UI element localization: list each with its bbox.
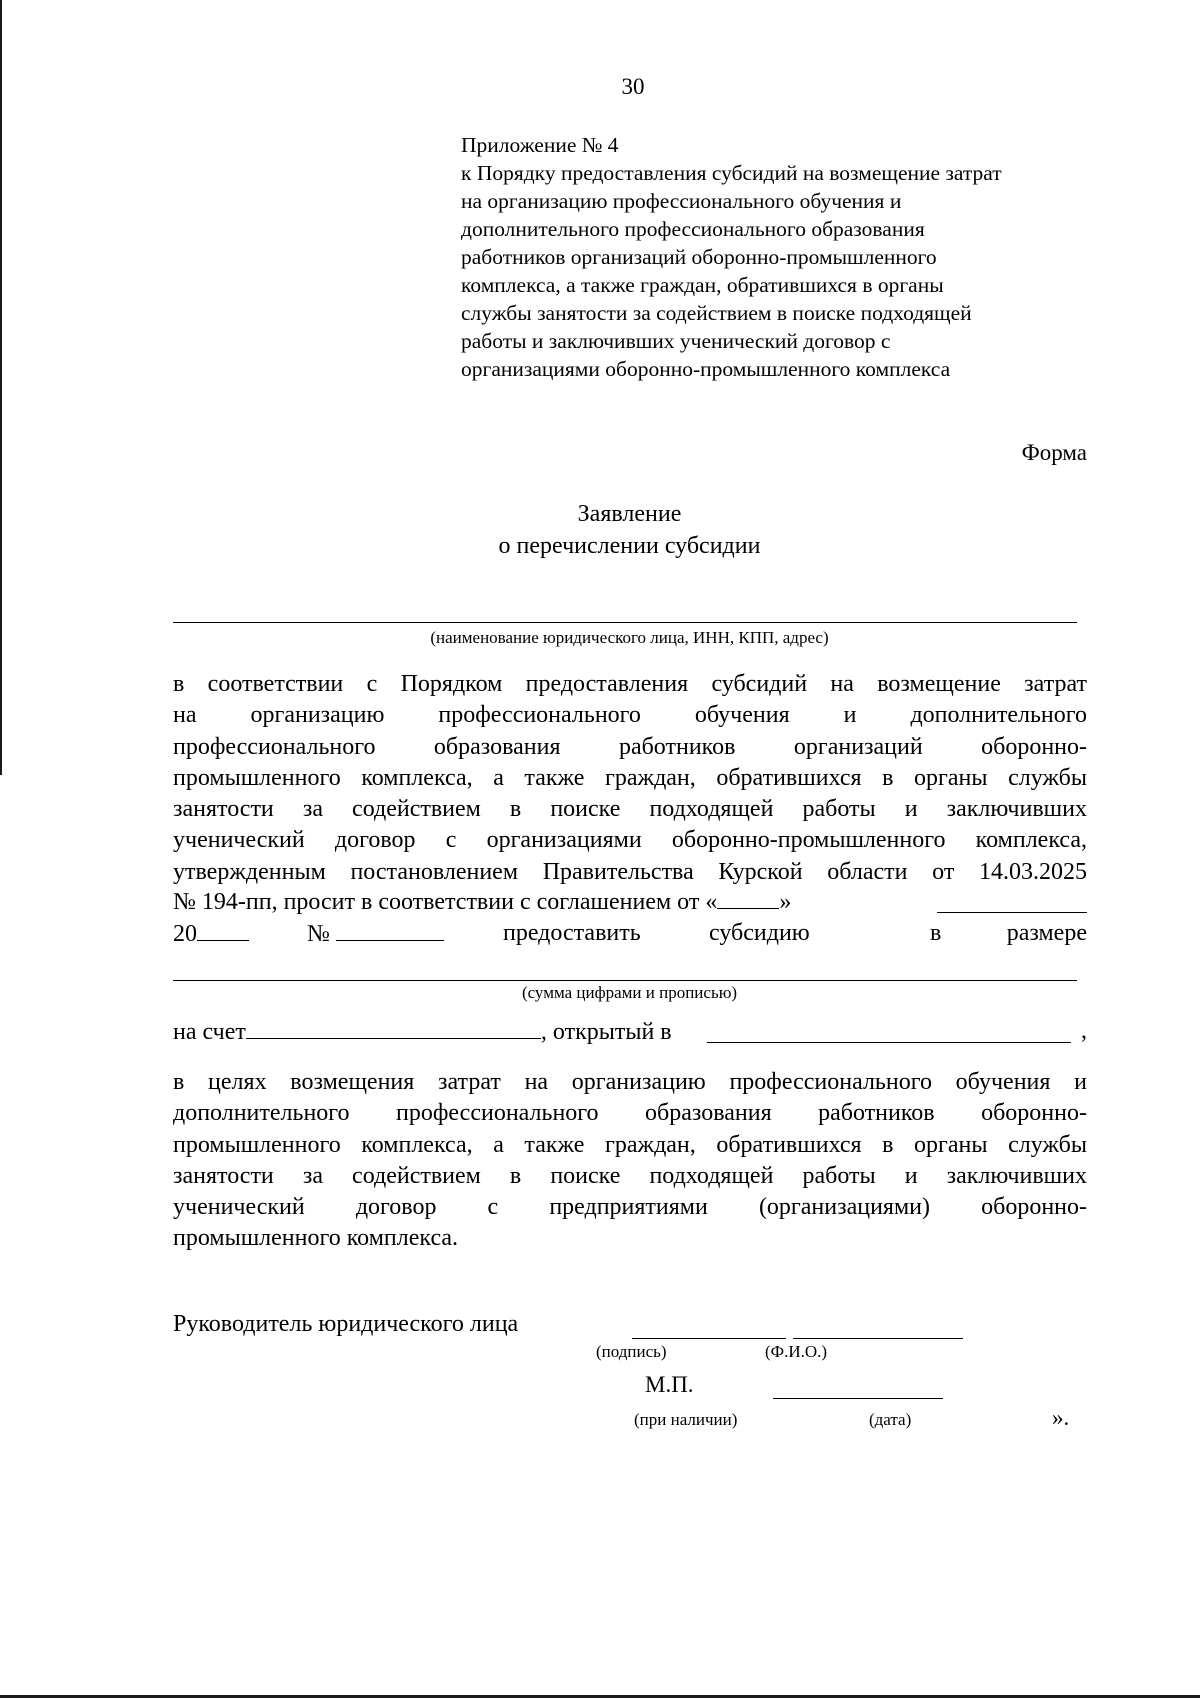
- word-in: в: [930, 920, 942, 946]
- account-opened-label: , открытый в: [540, 1019, 672, 1045]
- amount-fill-line[interactable]: [173, 980, 1077, 981]
- paragraph-line: промышленного комплекса, а также граждан, обратившихся в органы службы: [173, 764, 1087, 791]
- seal-caption: (при наличии): [634, 1410, 738, 1429]
- scan-edge-bottom: [0, 1695, 1200, 1698]
- word-provide: предоставить: [503, 920, 641, 946]
- account-label: на счет: [173, 1019, 246, 1045]
- account-line: [173, 1018, 1087, 1046]
- paragraph-line: утвержденным постановлением Правительства Курской области от 14.03.2025: [173, 858, 1087, 885]
- paragraph-line: дополнительного профессионального образования работников оборонно-: [173, 1100, 1087, 1127]
- appendix-line: службы занятости за содействием в поиске подходящей: [461, 301, 972, 325]
- agreement-day-field[interactable]: [717, 888, 779, 909]
- paragraph-line: на организацию профессионального обучения и дополнительного: [173, 702, 1087, 729]
- entity-fill-line[interactable]: [173, 622, 1077, 623]
- paragraph-1: [173, 669, 1087, 888]
- appendix-line: дополнительного профессионального образования: [461, 217, 925, 241]
- paragraph-line: профессионального образования работников организаций оборонно-: [173, 733, 1087, 760]
- date-field[interactable]: [773, 1398, 943, 1399]
- signature-caption: (подпись): [596, 1342, 667, 1361]
- paragraph-2: [173, 1067, 1087, 1255]
- closing-quote: ».: [1052, 1405, 1070, 1430]
- scan-edge-left: [0, 0, 2, 775]
- document-title: [173, 498, 1086, 562]
- appendix-line: комплекса, а также граждан, обратившихся в органы: [461, 273, 944, 297]
- paragraph-line: ученический договор с предприятиями (организациями) оборонно-: [173, 1194, 1087, 1221]
- entity-caption: (наименование юридического лица, ИНН, КПП, адрес): [430, 628, 829, 647]
- account-number-field[interactable]: [246, 1018, 541, 1039]
- paragraph-line: ученический договор с организациями оборонно-промышленного комплекса,: [173, 827, 1087, 854]
- appendix-line: работы и заключивших ученический договор с: [461, 329, 891, 353]
- word-subsidy: субсидию: [709, 920, 810, 946]
- date-caption: (дата): [869, 1410, 912, 1429]
- page-number: 30: [621, 74, 645, 99]
- account-line-comma: ,: [1081, 1018, 1087, 1044]
- agreement-quote-close: »: [779, 889, 792, 915]
- seal-label: М.П.: [645, 1372, 694, 1397]
- form-label: Форма: [1021, 440, 1087, 465]
- paragraph-line: промышленного комплекса.: [173, 1225, 459, 1252]
- word-amount: размере: [1006, 920, 1087, 946]
- agreement-number-field[interactable]: [336, 920, 444, 941]
- appendix-line: на организацию профессионального обучения и: [461, 189, 902, 213]
- year-field[interactable]: [197, 920, 249, 941]
- appendix-header: [461, 131, 1101, 383]
- agreement-date-line: [173, 888, 1087, 916]
- appendix-line: к Порядку предоставления субсидий на возмещение затрат: [461, 161, 1002, 185]
- appendix-line: организациями оборонно-промышленного комплекса: [461, 357, 951, 381]
- number-sign: №: [307, 921, 330, 947]
- bank-name-field[interactable]: [707, 1022, 1071, 1043]
- paragraph-line: промышленного комплекса, а также граждан, обратившихся в органы службы: [173, 1131, 1087, 1158]
- full-name-field[interactable]: [793, 1338, 963, 1339]
- agreement-text: № 194-пп, просит в соответствии с соглашением от «: [173, 889, 718, 915]
- full-name-caption: (Ф.И.О.): [765, 1342, 828, 1361]
- subsidy-request-line: [173, 920, 1087, 952]
- paragraph-line: в целях возмещения затрат на организацию профессионального обучения и: [173, 1069, 1087, 1095]
- paragraph-line: занятости за содействием в поиске подходящей работы и заключивших: [173, 796, 1087, 823]
- year-prefix: 20: [173, 921, 197, 947]
- appendix-line: работников организаций оборонно-промышленного: [461, 245, 937, 269]
- paragraph-line: занятости за содействием в поиске подходящей работы и заключивших: [173, 1162, 1087, 1189]
- signature-field[interactable]: [632, 1338, 786, 1339]
- paragraph-line: в соответствии с Порядком предоставления субсидий на возмещение затрат: [173, 671, 1087, 697]
- title-line-1: Заявление: [577, 501, 682, 527]
- amount-caption: (сумма цифрами и прописью): [521, 983, 738, 1002]
- appendix-line: Приложение № 4: [461, 133, 619, 157]
- title-line-2: о перечислении субсидии: [498, 533, 761, 559]
- agreement-month-field[interactable]: [937, 892, 1087, 913]
- signatory-label: Руководитель юридического лица: [173, 1311, 519, 1337]
